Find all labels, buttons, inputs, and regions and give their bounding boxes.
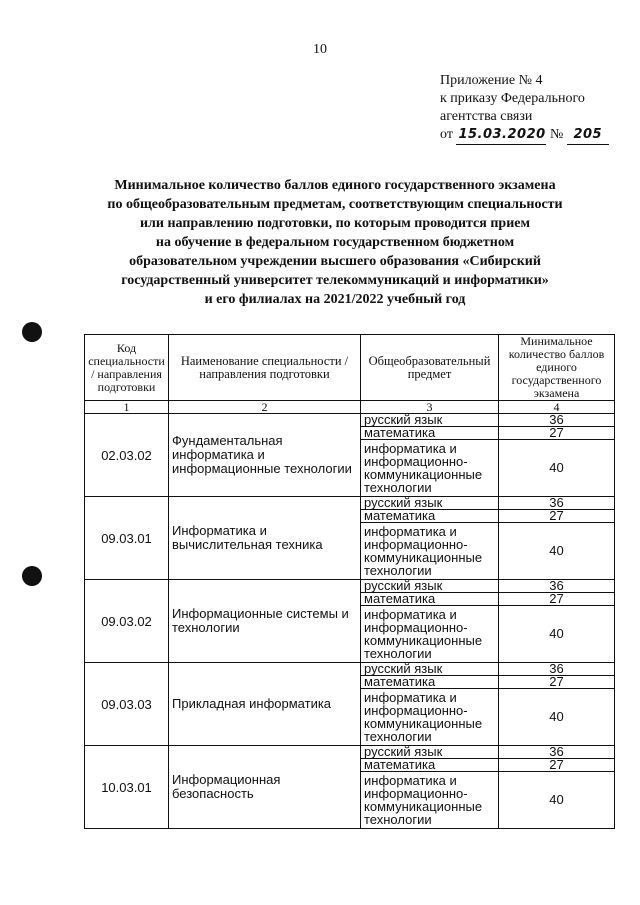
- min-score-value: 40: [499, 606, 615, 663]
- appendix-line-3: агентства связи: [440, 109, 533, 124]
- page-number: 10: [313, 42, 327, 57]
- column-number: 2: [169, 401, 361, 414]
- document-title: [60, 176, 610, 309]
- title-line: Минимальное количество баллов единого государственного экзамена: [114, 178, 556, 193]
- column-number-row: [85, 401, 615, 414]
- subject-name: информатика и информационно-коммуникационные технологии: [361, 689, 499, 746]
- specialty-code: 02.03.02: [85, 414, 169, 497]
- subject-name: математика: [361, 759, 499, 772]
- title-line: или направлению подготовки, по которым проводится прием: [139, 216, 531, 231]
- specialty-code: 10.03.01: [85, 746, 169, 829]
- specialty-code: 09.03.02: [85, 580, 169, 663]
- table-row: [85, 746, 615, 759]
- subject-name: русский язык: [361, 746, 499, 759]
- title-line: на обучение в федеральном государственном бюджетном: [155, 235, 515, 250]
- handwritten-order-number: 205: [567, 126, 609, 145]
- min-score-value: 27: [499, 510, 615, 523]
- appendix-line-1: Приложение № 4: [440, 73, 543, 88]
- min-score-value: 36: [499, 414, 615, 427]
- min-score-value: 36: [499, 580, 615, 593]
- subject-name: русский язык: [361, 580, 499, 593]
- table-row: [85, 580, 615, 593]
- specialty-name: Прикладная информатика: [169, 663, 361, 746]
- subject-name: математика: [361, 510, 499, 523]
- column-number: 3: [361, 401, 499, 414]
- order-date-line: [440, 126, 630, 145]
- subject-name: информатика и информационно-коммуникационные технологии: [361, 523, 499, 580]
- min-score-value: 27: [499, 759, 615, 772]
- appendix-block: [440, 72, 630, 145]
- table-body: [85, 401, 615, 829]
- title-line: государственный университет телекоммуникаций и информатики»: [121, 273, 549, 288]
- header-code: Код специальности / направления подготовки: [85, 335, 169, 401]
- number-sign: №: [549, 127, 564, 142]
- title-line: образовательном учреждении высшего образования «Сибирский: [129, 254, 541, 269]
- min-score-value: 27: [499, 593, 615, 606]
- specialty-code: 09.03.01: [85, 497, 169, 580]
- specialty-name: Информационная безопасность: [169, 746, 361, 829]
- appendix-line-2: к приказу Федерального: [440, 91, 585, 106]
- table-row: [85, 414, 615, 427]
- min-score-value: 40: [499, 523, 615, 580]
- min-scores-table: [84, 334, 615, 829]
- specialty-code: 09.03.03: [85, 663, 169, 746]
- subject-name: математика: [361, 593, 499, 606]
- min-score-value: 36: [499, 746, 615, 759]
- min-score-value: 40: [499, 772, 615, 829]
- min-score-value: 27: [499, 427, 615, 440]
- column-number: 1: [85, 401, 169, 414]
- table-header-row: [85, 335, 615, 401]
- date-prefix: от: [440, 127, 453, 142]
- header-subject: Общеобразовательный предмет: [361, 335, 499, 401]
- column-number: 4: [499, 401, 615, 414]
- subject-name: информатика и информационно-коммуникационные технологии: [361, 772, 499, 829]
- subject-name: математика: [361, 427, 499, 440]
- specialty-name: Информационные системы и технологии: [169, 580, 361, 663]
- subject-name: информатика и информационно-коммуникационные технологии: [361, 606, 499, 663]
- table-row: [85, 497, 615, 510]
- subject-name: информатика и информационно-коммуникационные технологии: [361, 440, 499, 497]
- min-score-value: 27: [499, 676, 615, 689]
- min-score-value: 40: [499, 689, 615, 746]
- header-name: Наименование специальности / направления подготовки: [169, 335, 361, 401]
- title-line: и его филиалах на 2021/2022 учебный год: [204, 292, 466, 307]
- punch-hole-mark: [22, 322, 42, 342]
- header-min-score: Минимальное количество баллов единого государственного экзамена: [499, 335, 615, 401]
- min-score-value: 40: [499, 440, 615, 497]
- min-score-value: 36: [499, 663, 615, 676]
- specialty-name: Информатика и вычислительная техника: [169, 497, 361, 580]
- handwritten-date: 15.03.2020: [456, 126, 546, 145]
- subject-name: русский язык: [361, 663, 499, 676]
- specialty-name: Фундаментальная информатика и информационные технологии: [169, 414, 361, 497]
- subject-name: математика: [361, 676, 499, 689]
- title-line: по общеобразовательным предметам, соответствующим специальности: [107, 197, 563, 212]
- punch-hole-mark: [22, 566, 42, 586]
- table-row: [85, 663, 615, 676]
- min-score-value: 36: [499, 497, 615, 510]
- subject-name: русский язык: [361, 497, 499, 510]
- subject-name: русский язык: [361, 414, 499, 427]
